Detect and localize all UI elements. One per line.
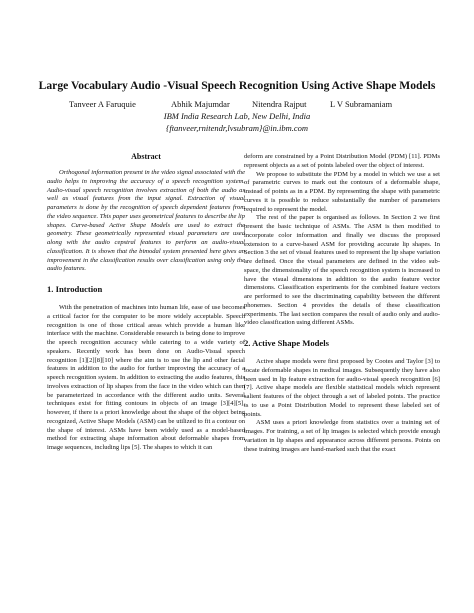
author-name: Abhik Majumdar (171, 99, 230, 109)
paragraph: We propose to substitute the PDM by a model in which we use a set of parametric curves to mark out the contours of a deformable shape, instead of points as in a PDM. By representing the shape with parametric curves it is possible to reduce substantially the number of parameters required to represent the model. (244, 170, 440, 213)
abstract-body: Orthogonal information present in the video signal associated with the audio helps in improving the accuracy of a speech recognition system. Audio-visual speech recognition involves extraction of both the audio as well as visual features from the input signal. Extraction of visual parameters is done by the recognition of speech dependent features from the video sequence. This paper uses geometrical features to describe the lip shapes. Curve-based Active Shape Models are used to extract the geometry. These geometrically represented visual parameters are used along with the audio cepstral features to perform an audio-visual classification. It is shown that the bimodal system presented here gives an improvement in the classification results over classification using only the audio features. (47, 169, 245, 273)
paragraph: ASM uses a priori knowledge from statistics over a training set of images. For training, a set of lip images is selected which provide enough variation in lip shapes and appearance across different persons. Points on these training images are hand-marked such that the exact (244, 419, 440, 453)
abstract-heading: Abstract (131, 152, 161, 161)
author-name: Nitendra Rajput (252, 99, 307, 109)
paragraph: With the penetration of machines into human life, ease of use becomes a critical factor for the computer to be more widely acceptable. Speech recognition is one of those critical areas which provide a human like interface with the machine. Considerable research is being done to improve the speech recognition accuracy while catering to a wide variety of speakers. Recently work has been done on Audio-Visual speech recognition [1][2][8][10] where the aim is to use the lip and other facial features in addition to the audio for further improving the accuracy of a speech recognition system. In addition to extracting the audio features, this involves extraction of lip shapes from the face in the video which can then be parameterized in accordance with the different audio units. Several techniques exist for fitting contours in objects of an image [3][4][5], however, if there is a priori knowledge about the shape of the object being recognized, Active Shape Models (ASM) can be utilized to fit a contour on the shape of interest. ASMs have been widely used as a model-based method for extracting shape information about deformable shapes from image sequences, including lips [5]. The shapes to which it can (47, 304, 245, 451)
author-list (0, 98, 474, 110)
author-name: Tanveer A Faruquie (69, 99, 136, 109)
paragraph: The rest of the paper is organised as follows. In Section 2 we first present the basic technique of ASMs. The ASM is then modified to incorporate color information and finally we discuss the proposed extension to a curve-based ASM for providing accurate lip shapes. In Section 3 the set of visual features used to represent the lip shape variation are defined. Once the visual parameters are defined in the video sub-space, the dimensionality of the speech recognition system is increased to have the visual dimensions in addition to the audio feature vector dimensions. Classification experiments for the combined feature vectors are performed to see the discriminating capability between the different phonemes. Section 4 provides the details of these classification experiments. The last section compares the result of audio only and audio-video classification using different ASMs. (244, 214, 440, 327)
right-column (244, 153, 440, 454)
paper-title: Large Vocabulary Audio -Visual Speech Recognition Using Active Shape Models (38, 79, 436, 92)
section-heading-introduction: 1. Introduction (47, 284, 103, 294)
author-emails: {ftanveer,rnitendr,lvsubram}@in.ibm.com (165, 123, 309, 133)
paragraph: deform are constrained by a Point Distribution Model (PDM) [11]. PDMs represent objects as a set of points labeled over the object of interest. (244, 153, 440, 169)
paragraph: Active shape models were first proposed by Cootes and Taylor [3] to locate deformable shapes in medical images. Subsequently they have also been used in lip feature extraction for audio-visual speech recognition [6][7]. Active shape models are flexible statistical models which represent salient features of the object through a set of labeled points. The practice is to use a Point Distribution Model to represent these labeled set of points. (244, 358, 440, 418)
affiliation-block (0, 110, 474, 134)
left-column (47, 152, 245, 453)
affiliation: IBM India Research Lab, New Delhi, India (163, 111, 311, 121)
author-name: L V Subramaniam (330, 99, 393, 109)
section-heading-active-shape-models: 2. Active Shape Models (244, 338, 329, 348)
